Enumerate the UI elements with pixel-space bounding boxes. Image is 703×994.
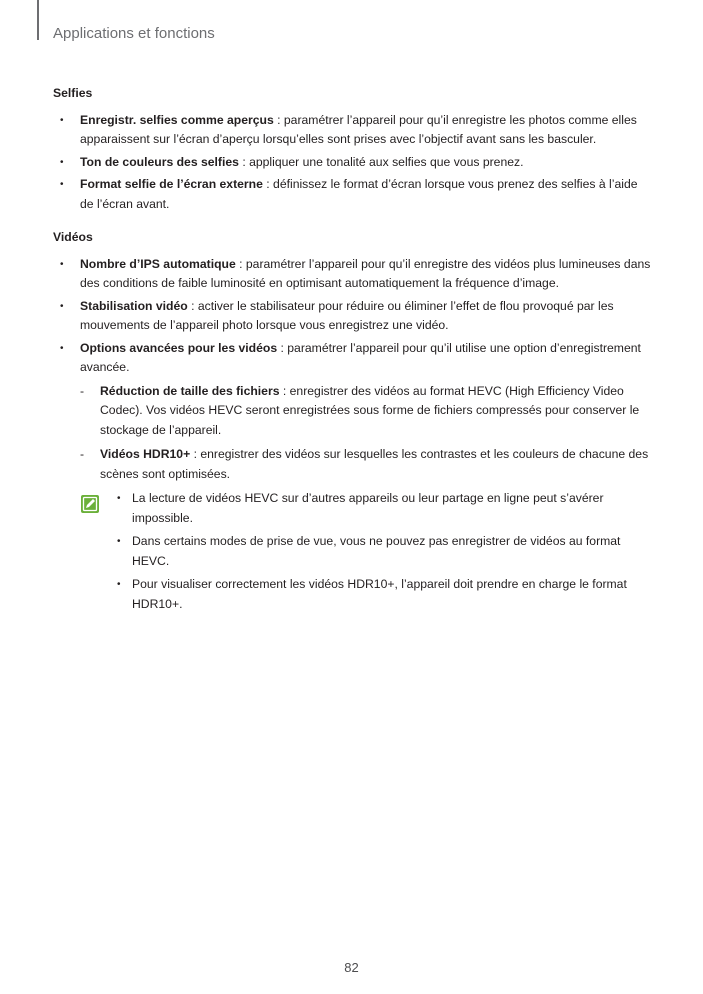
bullet-icon: • xyxy=(60,342,64,354)
item-desc: : appliquer une tonalité aux selfies que vous prenez. xyxy=(238,154,524,169)
section-title-videos: Vidéos xyxy=(53,230,93,244)
page-number: 82 xyxy=(344,960,359,975)
section-title-selfies: Selfies xyxy=(53,86,93,100)
note-item: • La lecture de vidéos HEVC sur d’autres appareils ou leur partage en ligne peut s’avérer impossible. xyxy=(117,491,604,525)
bullet-icon: • xyxy=(117,579,121,590)
bullet-icon: • xyxy=(117,493,121,504)
item-desc: : paramétrer l’appareil pour qu’il enregistre les photos comme elles apparaissent sur l’écran d’aperçu lorsqu’elles sont prises avec l’objectif avant sans les basculer. xyxy=(80,112,637,146)
page-content xyxy=(53,84,653,618)
bullet-icon: • xyxy=(60,156,64,168)
page-header-title: Applications et fonctions xyxy=(53,25,215,42)
bullet-icon: • xyxy=(60,258,64,270)
list-item xyxy=(53,339,653,485)
item-term: Réduction de taille des fichiers xyxy=(100,383,280,398)
header-rule xyxy=(37,0,39,40)
note-list xyxy=(117,489,653,614)
sub-list-item xyxy=(80,382,653,441)
bullet-icon: • xyxy=(60,300,64,312)
item-term: Stabilisation vidéo xyxy=(80,298,188,313)
item-term: Nombre d’IPS automatique xyxy=(80,256,236,271)
list-item xyxy=(53,175,653,214)
note-pencil-icon xyxy=(80,494,100,514)
note-item: • Dans certains modes de prise de vue, vous ne pouvez pas enregistrer de vidéos au format HEVC. xyxy=(117,534,621,568)
videos-list xyxy=(53,255,653,485)
bullet-icon: • xyxy=(60,114,64,126)
sub-list-item xyxy=(80,445,653,484)
item-term: Options avancées pour les vidéos xyxy=(80,340,278,355)
item-term: Vidéos HDR10+ xyxy=(100,447,191,461)
item-desc: : activer le stabilisateur pour réduire ou éliminer l’effet de flou provoqué par les mouvements de l’appareil photo lorsque vous enregistrez une vidéo. xyxy=(80,298,614,332)
list-item xyxy=(53,297,653,336)
note-item: • Pour visualiser correctement les vidéos HDR10+, l’appareil doit prendre en charge le format HDR10+. xyxy=(117,577,627,611)
item-desc: : enregistrer des vidéos au format HEVC (High Efficiency Video Codec). Vos vidéos HEVC seront enregistrées sous forme de fichiers compressés pour conserver le stockage de l’appareil. xyxy=(100,383,640,437)
item-term: Ton de couleurs des selfies xyxy=(80,154,239,169)
dash-icon: - xyxy=(80,383,85,398)
item-term: Enregistr. selfies comme aperçus xyxy=(80,112,274,127)
list-item xyxy=(53,255,653,294)
bullet-icon: • xyxy=(60,179,64,190)
selfies-list xyxy=(53,111,653,215)
item-desc: : enregistrer des vidéos sur lesquelles les contrastes et les couleurs de chacune des scènes sont optimisées. xyxy=(100,447,649,481)
dash-icon: - xyxy=(80,447,85,461)
item-desc: : paramétrer l’appareil pour qu’il enregistre des vidéos plus lumineuses dans des conditions de faible luminosité en optimisant automatiquement la fréquence d’image. xyxy=(80,256,651,290)
item-desc: : paramétrer l’appareil pour qu’il utilise une option d’enregistrement avancée. xyxy=(80,340,641,374)
note-box xyxy=(53,489,653,614)
advanced-options-sublist xyxy=(80,382,653,485)
item-term: Format selfie de l’écran externe xyxy=(80,177,263,191)
list-item xyxy=(53,111,653,150)
bullet-icon: • xyxy=(117,536,121,547)
list-item xyxy=(53,153,653,173)
item-desc: : définissez le format d’écran lorsque vous prenez des selfies à l’aide de l’écran avant. xyxy=(80,177,638,211)
